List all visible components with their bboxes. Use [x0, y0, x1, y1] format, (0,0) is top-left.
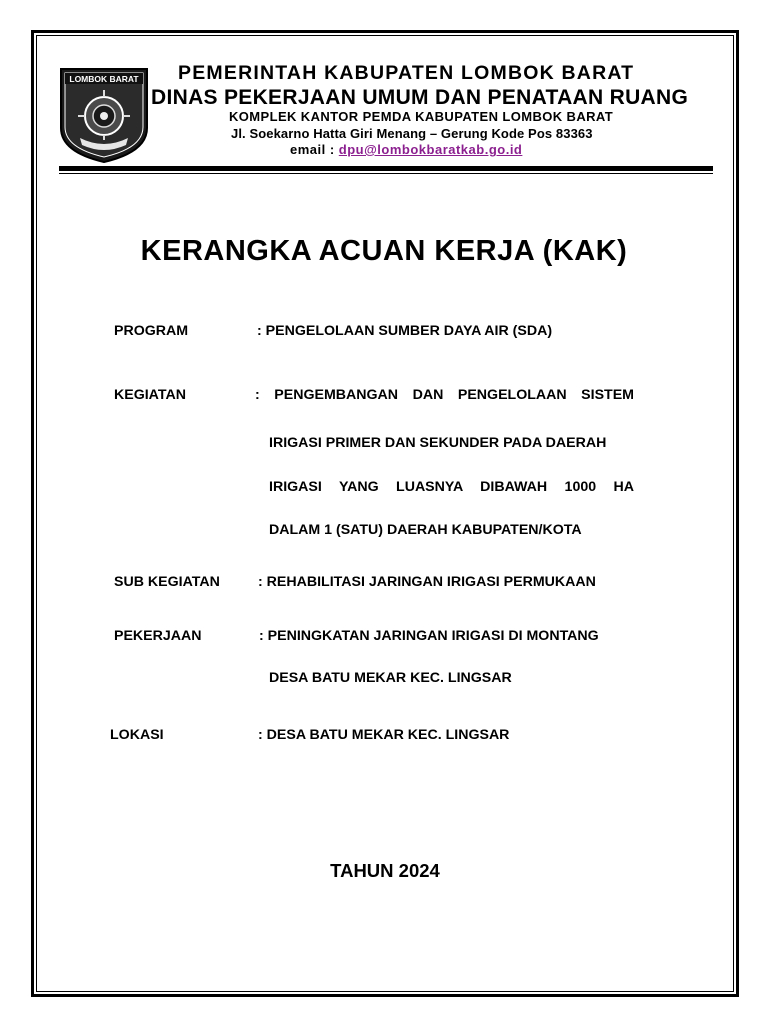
- letterhead-rule-thin: [59, 173, 713, 174]
- header-address: Jl. Soekarno Hatta Giri Menang – Gerung Kode Pos 83363: [231, 126, 593, 141]
- pekerjaan-line-1: : PENINGKATAN JARINGAN IRIGASI DI MONTANG: [259, 628, 599, 644]
- kegiatan-line-1: : PENGEMBANGAN DAN PENGELOLAAN SISTEM: [255, 387, 634, 403]
- logo-text: LOMBOK BARAT: [69, 74, 139, 84]
- email-label: email :: [290, 142, 339, 157]
- program-value: : PENGELOLAAN SUMBER DAYA AIR (SDA): [257, 323, 553, 339]
- header-government-name: PEMERINTAH KABUPATEN LOMBOK BARAT: [178, 62, 635, 84]
- program-label: PROGRAM: [114, 323, 189, 339]
- kegiatan-line-4: DALAM 1 (SATU) DAERAH KABUPATEN/KOTA: [269, 522, 582, 538]
- kegiatan-line-3: IRIGASI YANG LUASNYA DIBAWAH 1000 HA: [269, 479, 634, 495]
- lombok-barat-emblem-icon: [58, 66, 150, 164]
- header-email: [290, 142, 522, 157]
- pekerjaan-line-2: DESA BATU MEKAR KEC. LINGSAR: [269, 670, 512, 686]
- letterhead-rule-thick: [59, 166, 713, 171]
- lokasi-label: LOKASI: [110, 727, 164, 743]
- page-border-inner: [36, 35, 734, 992]
- kegiatan-label: KEGIATAN: [114, 387, 186, 403]
- document-year: TAHUN 2024: [330, 860, 440, 881]
- sub-kegiatan-label: SUB KEGIATAN: [114, 574, 220, 590]
- sub-kegiatan-value: : REHABILITASI JARINGAN IRIGASI PERMUKAAN: [258, 574, 596, 590]
- pekerjaan-label: PEKERJAAN: [114, 628, 202, 644]
- kegiatan-line-2: IRIGASI PRIMER DAN SEKUNDER PADA DAERAH: [269, 435, 607, 451]
- header-office-complex: KOMPLEK KANTOR PEMDA KABUPATEN LOMBOK BARAT: [229, 109, 614, 124]
- document-title: KERANGKA ACUAN KERJA (KAK): [140, 235, 628, 267]
- email-link[interactable]: dpu@lombokbaratkab.go.id: [338, 142, 523, 157]
- header-department-name: DINAS PEKERJAAN UMUM DAN PENATAAN RUANG: [151, 86, 689, 109]
- lokasi-value: : DESA BATU MEKAR KEC. LINGSAR: [258, 727, 510, 743]
